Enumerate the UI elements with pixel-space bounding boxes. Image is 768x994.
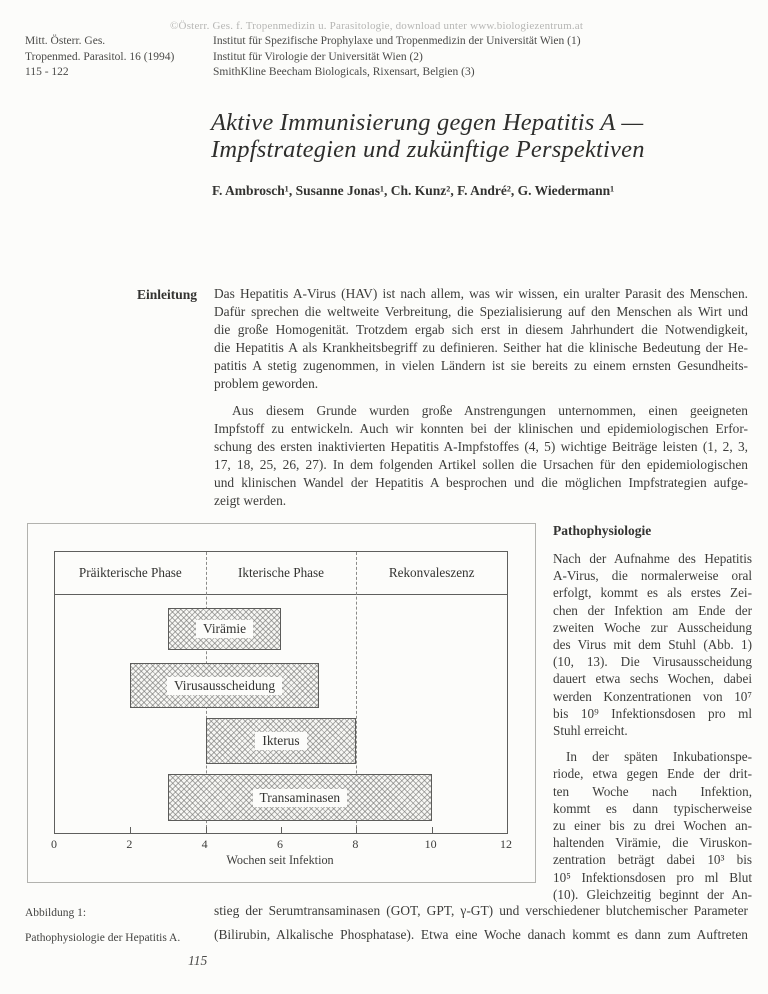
paragraph — [214, 899, 748, 947]
text-line: zeigt werden. — [214, 493, 287, 509]
institution-line: SmithKline Beecham Biologicals, Rixensart, Belgien (3) — [213, 66, 475, 79]
institution-line: Institut für Virologie der Universität Wien (2) — [213, 50, 423, 63]
section-heading-pathophysiologie: Pathophysiologie — [553, 523, 652, 538]
text-line: 17, 18, 25, 26, 27). In dem folgenden Artikel sollen die Ursachen für den epidemiologischen — [214, 456, 748, 472]
text-line: haltenden Virämie, die Viruskon- — [553, 835, 752, 851]
chart-bar-transaminasen — [168, 774, 432, 821]
text-line: Stuhl erreicht. — [553, 723, 628, 739]
text-line: zweiten Woche zur Ausscheidung — [553, 619, 752, 635]
chart-bar-virämie — [168, 608, 281, 650]
text-line: (10, 13). Die Virusausscheidung — [553, 654, 752, 670]
chart-bar-virusausscheidung — [130, 663, 318, 708]
article-title-line2: Impfstrategien und zukünftige Perspektiven — [211, 135, 645, 163]
text-line: schung des ersten inaktivierten Hepatitis A-Impfstoffes (4, 5) wichtige Beiträge leisten (1, 2, 3, — [214, 438, 748, 454]
figure-1-chart — [27, 523, 536, 883]
text-line: die große Homogenität. Trotzdem ergab sich erst in diesem Jahrhundert die Notwendigkeit, — [214, 322, 748, 338]
text-line: des Virus mit dem Stuhl (Abb. 1) — [553, 637, 752, 653]
text-line: 10⁵ Infektionsdosen pro ml Blut — [553, 869, 752, 885]
plot-area — [54, 551, 508, 834]
einleitung-text — [214, 285, 748, 510]
phase-label: Ikterische Phase — [237, 565, 325, 580]
bar-label: Virusausscheidung — [167, 677, 282, 695]
page-number: 115 — [188, 953, 208, 968]
bar-label: Ikterus — [255, 732, 306, 750]
text-line: Impfstoff zu entwickeln. Auch wir konnten bei der klinischen und epidemiologischen Erfor- — [214, 420, 748, 436]
axis-tick — [206, 827, 207, 833]
axis-tick-label: 8 — [352, 837, 359, 851]
journal-reference-line: Mitt. Österr. Ges. — [25, 35, 106, 47]
text-line: und klinischen Wandel der Hepatitis A besprochen und die möglichen Impfstrategien aufge- — [214, 474, 748, 490]
right-column — [553, 523, 752, 903]
pathophysiologie-text — [553, 550, 752, 903]
axis-tick-label: 2 — [126, 837, 133, 851]
text-line: stieg der Serumtransaminasen (GOT, GPT, γ-GT) und verschiedener blutchemischer Parameter — [214, 903, 748, 918]
paragraph — [214, 402, 748, 511]
bar-label: Virämie — [196, 620, 253, 638]
text-line: ten Woche nach Infektion, — [553, 783, 752, 799]
institution-list — [213, 34, 581, 81]
text-line: bis 10⁹ Infektionsdosen pro ml — [553, 705, 752, 721]
institution-line: Institut für Spezifische Prophylaxe und Tropenmedizin der Universität Wien (1) — [213, 35, 581, 47]
continued-text — [214, 899, 748, 947]
journal-reference — [25, 34, 174, 81]
text-line: werden Konzentrationen von 10⁷ — [553, 688, 752, 704]
axis-tick-label: 10 — [424, 837, 437, 851]
axis-tick-label: 4 — [201, 837, 208, 851]
text-line: Das Hepatitis A-Virus (HAV) ist nach allem, was wir wissen, ein uralter Parasit des Menschen. — [214, 286, 748, 301]
text-line: die Hepatitis A als Krankheitsbegriff zu definieren. Seither hat die klinische Bedeutung der He- — [214, 340, 748, 356]
text-line: In der späten Inkubationspe- — [566, 749, 752, 765]
paragraph — [553, 550, 752, 739]
text-line: Dafür sprechen die weltweite Verbreitung, die Spezialisierung auf den Menschen als Wirt und — [214, 304, 748, 320]
text-line: (10). Gleichzeitig beginnt der An- — [553, 886, 752, 902]
text-line: patitis A stetig zugenommen, in vielen Ländern ist sie bereits zu einem ernsten Gesundheits- — [214, 358, 748, 374]
x-axis-title: Wochen seit Infektion — [226, 853, 334, 867]
text-line: dauert etwa sechs Wochen, dabei — [553, 671, 752, 687]
author-list: F. Ambrosch¹, Susanne Jonas¹, Ch. Kunz², F. André², G. Wiedermann¹ — [212, 183, 615, 198]
text-line: erfolgt, kommt es als erstes Zei- — [553, 585, 752, 601]
text-line: zu einer bis zu drei Wochen an- — [553, 818, 752, 834]
bar-label: Transaminasen — [253, 789, 348, 807]
chart-bar-ikterus — [206, 718, 357, 764]
phase-header-row — [55, 552, 507, 595]
text-line: problem geworden. — [214, 376, 319, 392]
text-line: Nach der Aufnahme des Hepatitis — [553, 551, 752, 566]
axis-tick-label: 0 — [51, 837, 57, 851]
phase-label: Präikterische Phase — [78, 565, 182, 580]
axis-tick — [130, 827, 131, 833]
text-line: zentration beträgt dabei 10³ bis — [553, 852, 752, 868]
text-line: riode, etwa gegen Ende der drit- — [553, 766, 752, 782]
phase-label: Rekonvaleszenz — [388, 565, 475, 580]
text-line: kommt es dann typischerweise — [553, 800, 752, 816]
text-line: (Bilirubin, Alkalische Phosphatase). Etwa eine Woche danach kommt es dann zum Auftreten — [214, 927, 748, 943]
axis-tick — [432, 827, 433, 833]
axis-tick — [356, 827, 357, 833]
article-title-line1: Aktive Immunisierung gegen Hepatitis A — — [211, 109, 644, 136]
text-line: A-Virus, die normalerweise oral — [553, 568, 752, 584]
figure-caption — [25, 901, 180, 951]
journal-reference-line: Tropenmed. Parasitol. 16 (1994) — [25, 50, 175, 63]
paragraph — [553, 748, 752, 903]
text-line: chen der Infektion am Ende der — [553, 602, 752, 618]
figure-caption-line: Abbildung 1: — [25, 907, 87, 919]
axis-tick — [281, 827, 282, 833]
section-label-einleitung: Einleitung — [137, 287, 198, 302]
copyright-watermark: ©Österr. Ges. f. Tropenmedizin u. Parasitologie, download unter www.biologiezentrum.at — [170, 20, 584, 32]
journal-reference-line: 115 - 122 — [25, 66, 69, 79]
figure-caption-line: Pathophysiologie der Hepatitis A. — [25, 932, 181, 944]
paragraph — [214, 285, 748, 394]
article-title — [211, 110, 645, 163]
text-line: Aus diesem Grunde wurden große Anstrengungen unternommen, einen geeigneten — [232, 402, 748, 418]
axis-tick-label: 6 — [277, 837, 283, 851]
axis-tick-label: 12 — [500, 837, 512, 851]
